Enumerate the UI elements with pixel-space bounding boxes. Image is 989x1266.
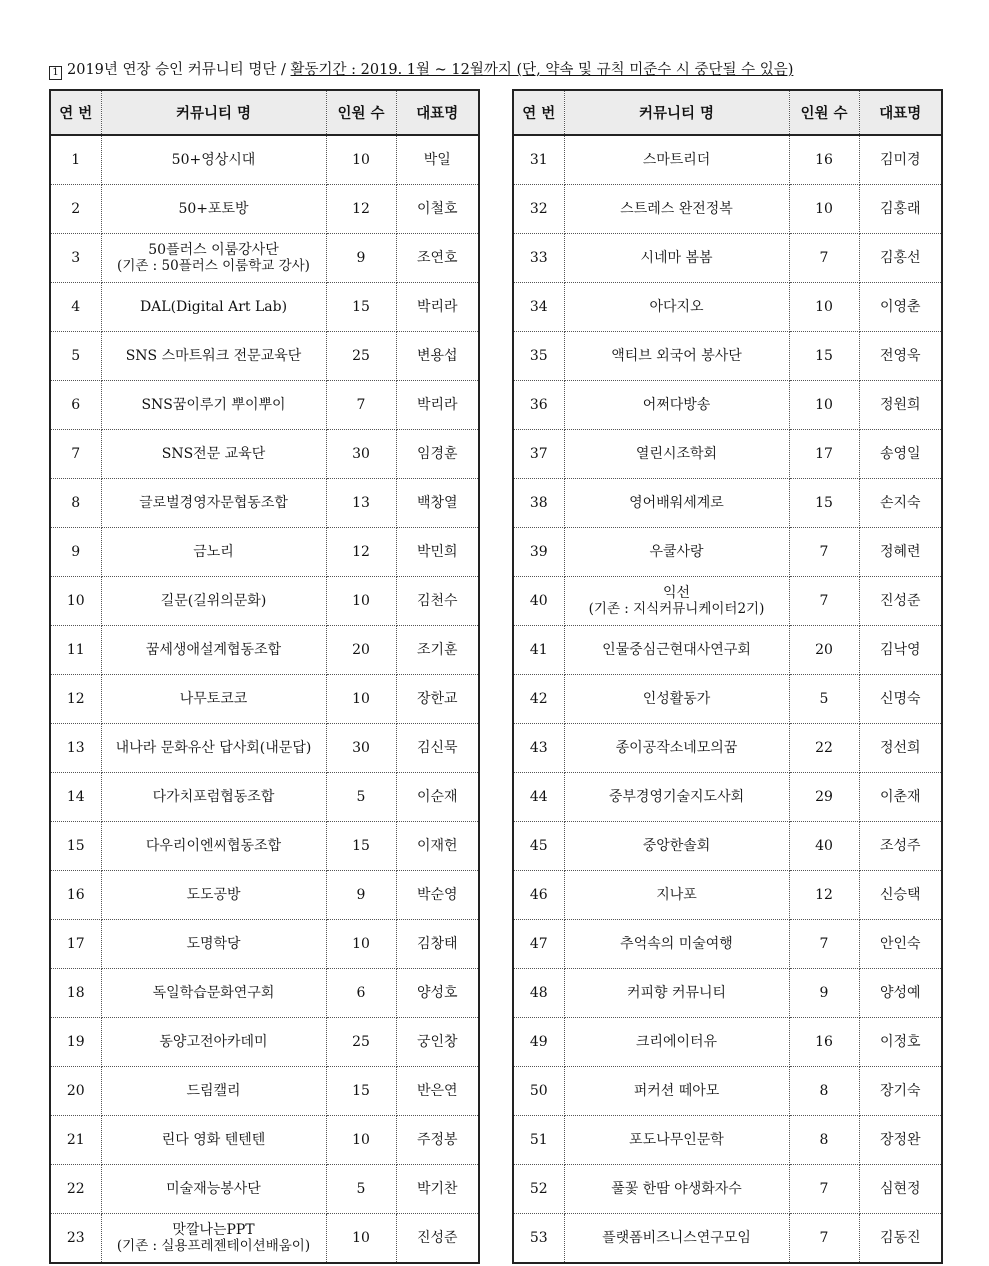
representative-name: 전영욱	[859, 332, 942, 381]
row-number: 16	[50, 871, 101, 920]
member-count: 7	[789, 577, 859, 626]
community-name: 미술재능봉사단	[166, 1181, 261, 1197]
member-count: 13	[326, 479, 396, 528]
header-no: 연 번	[50, 90, 101, 135]
community-name-cell	[564, 430, 789, 479]
row-number: 23	[50, 1214, 101, 1264]
member-count: 10	[789, 283, 859, 332]
community-name: 익선	[662, 585, 691, 601]
row-number: 36	[513, 381, 564, 430]
table-row	[50, 969, 479, 1018]
header-rep: 대표명	[859, 90, 942, 135]
table-row	[513, 724, 942, 773]
member-count: 10	[326, 577, 396, 626]
title-main: 2019년 연장 승인 커뮤니티 명단 /	[67, 62, 291, 78]
row-number: 6	[50, 381, 101, 430]
table-row	[50, 1018, 479, 1067]
community-name-cell	[564, 1214, 789, 1264]
community-name-cell	[101, 969, 326, 1018]
member-count: 9	[326, 871, 396, 920]
community-name-cell	[101, 675, 326, 724]
header-no: 연 번	[513, 90, 564, 135]
community-name: 인성활동가	[642, 691, 711, 707]
member-count: 12	[326, 185, 396, 234]
table-row	[513, 969, 942, 1018]
row-number: 14	[50, 773, 101, 822]
member-count: 15	[789, 479, 859, 528]
representative-name: 정혜련	[859, 528, 942, 577]
representative-name: 진성준	[396, 1214, 479, 1264]
member-count: 7	[789, 1214, 859, 1264]
community-name: 린다 영화 텐텐텐	[161, 1132, 266, 1148]
member-count: 15	[326, 822, 396, 871]
representative-name: 조연호	[396, 234, 479, 283]
community-name-cell	[101, 135, 326, 185]
community-name-cell	[564, 871, 789, 920]
row-number: 53	[513, 1214, 564, 1264]
member-count: 16	[789, 1018, 859, 1067]
community-name: 글로벌경영자문협동조합	[139, 495, 288, 511]
member-count: 40	[789, 822, 859, 871]
community-name: 도도공방	[186, 887, 241, 903]
table-row	[50, 577, 479, 626]
table-row	[50, 381, 479, 430]
representative-name: 송영일	[859, 430, 942, 479]
community-table-left	[49, 89, 480, 1264]
table-row	[50, 528, 479, 577]
community-name-cell	[101, 1018, 326, 1067]
representative-name: 김천수	[396, 577, 479, 626]
member-count: 10	[789, 381, 859, 430]
representative-name: 이철호	[396, 185, 479, 234]
row-number: 35	[513, 332, 564, 381]
representative-name: 김신묵	[396, 724, 479, 773]
row-number: 44	[513, 773, 564, 822]
table-row	[50, 479, 479, 528]
header-name: 커뮤니티 명	[564, 90, 789, 135]
community-name-cell	[564, 234, 789, 283]
representative-name: 진성준	[859, 577, 942, 626]
community-name: SNS전문 교육단	[161, 446, 266, 462]
community-table-right	[512, 89, 943, 1264]
community-name: 도명학당	[186, 936, 241, 952]
member-count: 7	[789, 920, 859, 969]
table-row	[513, 430, 942, 479]
community-former-name: (기존 : 실용프레젠테이션배움이)	[116, 1238, 311, 1254]
community-name: 길문(길위의문화)	[160, 593, 267, 609]
table-row	[513, 479, 942, 528]
row-number: 10	[50, 577, 101, 626]
community-name-cell	[564, 283, 789, 332]
representative-name: 궁인창	[396, 1018, 479, 1067]
row-number: 4	[50, 283, 101, 332]
table-row	[50, 626, 479, 675]
row-number: 8	[50, 479, 101, 528]
community-name-cell	[564, 185, 789, 234]
community-name: 시네마 봄봄	[640, 250, 713, 266]
row-number: 37	[513, 430, 564, 479]
representative-name: 이영춘	[859, 283, 942, 332]
community-name-cell	[564, 528, 789, 577]
community-name-cell	[101, 1116, 326, 1165]
table-row	[513, 773, 942, 822]
row-number: 2	[50, 185, 101, 234]
row-number: 17	[50, 920, 101, 969]
member-count: 10	[326, 920, 396, 969]
community-name: 종이공작소네모의꿈	[615, 740, 738, 756]
table-row	[50, 871, 479, 920]
member-count: 20	[789, 626, 859, 675]
community-name: 금노리	[193, 544, 234, 560]
community-name: 내나라 문화유산 답사회(내문답)	[115, 740, 312, 756]
table-row	[513, 1165, 942, 1214]
representative-name: 장한교	[396, 675, 479, 724]
representative-name: 정원희	[859, 381, 942, 430]
row-number: 5	[50, 332, 101, 381]
row-number: 19	[50, 1018, 101, 1067]
community-name: 드림캘리	[186, 1083, 241, 1099]
table-row	[50, 234, 479, 283]
section-number-box: 1	[49, 66, 62, 80]
member-count: 22	[789, 724, 859, 773]
community-name-cell	[564, 822, 789, 871]
table-row	[50, 1067, 479, 1116]
representative-name: 박민희	[396, 528, 479, 577]
community-name-cell	[101, 1214, 326, 1264]
representative-name: 김미경	[859, 135, 942, 185]
representative-name: 이순재	[396, 773, 479, 822]
community-former-name: (기존 : 지식커뮤니케이터2기)	[588, 601, 765, 617]
table-header-row	[50, 90, 479, 135]
row-number: 12	[50, 675, 101, 724]
table-row	[50, 920, 479, 969]
community-name-cell	[564, 381, 789, 430]
community-name-cell	[101, 528, 326, 577]
row-number: 39	[513, 528, 564, 577]
member-count: 30	[326, 430, 396, 479]
row-number: 40	[513, 577, 564, 626]
member-count: 6	[326, 969, 396, 1018]
row-number: 41	[513, 626, 564, 675]
row-number: 22	[50, 1165, 101, 1214]
table-row	[513, 283, 942, 332]
community-name-cell	[101, 430, 326, 479]
community-name-cell	[564, 1165, 789, 1214]
community-name: 중부경영기술지도사회	[608, 789, 745, 805]
table-row	[50, 283, 479, 332]
table-row	[513, 920, 942, 969]
community-name-cell	[564, 1018, 789, 1067]
header-rep: 대표명	[396, 90, 479, 135]
community-name-cell	[101, 920, 326, 969]
representative-name: 김홍래	[859, 185, 942, 234]
representative-name: 양성예	[859, 969, 942, 1018]
row-number: 3	[50, 234, 101, 283]
community-name: 50+영상시대	[171, 152, 256, 168]
table-row	[50, 135, 479, 185]
representative-name: 조기훈	[396, 626, 479, 675]
community-name-cell	[564, 969, 789, 1018]
table-row	[50, 1116, 479, 1165]
member-count: 16	[789, 135, 859, 185]
community-name: 액티브 외국어 봉사단	[611, 348, 742, 364]
member-count: 7	[789, 528, 859, 577]
table-row	[513, 381, 942, 430]
community-name-cell	[564, 773, 789, 822]
community-name-cell	[564, 724, 789, 773]
representative-name: 안인숙	[859, 920, 942, 969]
member-count: 12	[326, 528, 396, 577]
table-row	[50, 822, 479, 871]
table-row	[513, 1214, 942, 1264]
representative-name: 박일	[396, 135, 479, 185]
row-number: 42	[513, 675, 564, 724]
community-name: 나무토코코	[179, 691, 248, 707]
member-count: 12	[789, 871, 859, 920]
table-row	[513, 185, 942, 234]
member-count: 10	[789, 185, 859, 234]
community-name-cell	[564, 920, 789, 969]
table-row	[513, 871, 942, 920]
representative-name: 장정완	[859, 1116, 942, 1165]
community-name: DAL(Digital Art Lab)	[139, 299, 288, 315]
community-name: 인물중심근현대사연구회	[602, 642, 751, 658]
row-number: 45	[513, 822, 564, 871]
community-name: 중앙한솔회	[642, 838, 711, 854]
member-count: 20	[326, 626, 396, 675]
community-name-cell	[101, 381, 326, 430]
community-name: 커피향 커뮤니티	[626, 985, 727, 1001]
community-name-cell	[564, 332, 789, 381]
community-name: 독일학습문화연구회	[152, 985, 275, 1001]
representative-name: 장기숙	[859, 1067, 942, 1116]
header-count: 인원 수	[789, 90, 859, 135]
member-count: 25	[326, 1018, 396, 1067]
row-number: 34	[513, 283, 564, 332]
community-name: 아다지오	[649, 299, 704, 315]
representative-name: 박리라	[396, 381, 479, 430]
member-count: 7	[326, 381, 396, 430]
table-row	[50, 332, 479, 381]
row-number: 31	[513, 135, 564, 185]
row-number: 1	[50, 135, 101, 185]
community-name-cell	[564, 1067, 789, 1116]
table-row	[50, 1214, 479, 1264]
row-number: 11	[50, 626, 101, 675]
table-row	[50, 724, 479, 773]
row-number: 15	[50, 822, 101, 871]
representative-name: 백창열	[396, 479, 479, 528]
community-name: 포도나무인문학	[629, 1132, 724, 1148]
title-period: 활동기간 : 2019. 1월 ~ 12월까지 (단, 약속 및 규칙 미준수 시 중단될 수 있음)	[290, 62, 794, 78]
community-name-cell	[101, 283, 326, 332]
community-name: 50플러스 이룸강사단	[148, 242, 279, 258]
row-number: 9	[50, 528, 101, 577]
representative-name: 김낙영	[859, 626, 942, 675]
representative-name: 주정봉	[396, 1116, 479, 1165]
community-name-cell	[101, 234, 326, 283]
representative-name: 변용섭	[396, 332, 479, 381]
row-number: 49	[513, 1018, 564, 1067]
table-row	[513, 675, 942, 724]
representative-name: 김창태	[396, 920, 479, 969]
community-name-cell	[101, 773, 326, 822]
row-number: 21	[50, 1116, 101, 1165]
representative-name: 심현정	[859, 1165, 942, 1214]
member-count: 10	[326, 1116, 396, 1165]
representative-name: 조성주	[859, 822, 942, 871]
table-row	[50, 185, 479, 234]
community-name: 꿈세생애설계협동조합	[145, 642, 282, 658]
community-name: 다우리이엔씨협동조합	[145, 838, 282, 854]
member-count: 5	[326, 773, 396, 822]
community-name: 풀꽃 한땀 야생화자수	[611, 1181, 742, 1197]
community-name-cell	[564, 135, 789, 185]
member-count: 8	[789, 1116, 859, 1165]
header-count: 인원 수	[326, 90, 396, 135]
representative-name: 임경훈	[396, 430, 479, 479]
row-number: 48	[513, 969, 564, 1018]
table-row	[513, 332, 942, 381]
table-row	[513, 1018, 942, 1067]
representative-name: 박리라	[396, 283, 479, 332]
community-name: 플랫폼비즈니스연구모임	[602, 1230, 751, 1246]
row-number: 38	[513, 479, 564, 528]
table-row	[513, 1116, 942, 1165]
community-name: 추억속의 미술여행	[620, 936, 733, 952]
community-name-cell	[101, 724, 326, 773]
community-name-cell	[101, 185, 326, 234]
community-name: 영어배워세계로	[629, 495, 724, 511]
row-number: 7	[50, 430, 101, 479]
row-number: 52	[513, 1165, 564, 1214]
community-name: 스트레스 완전정복	[620, 201, 733, 217]
representative-name: 김홍선	[859, 234, 942, 283]
row-number: 20	[50, 1067, 101, 1116]
document-title	[49, 58, 793, 80]
community-name: 다가치포럼협동조합	[152, 789, 275, 805]
community-former-name: (기존 : 50플러스 이룸학교 강사)	[117, 258, 310, 274]
community-name: 열린시조학회	[635, 446, 718, 462]
member-count: 25	[326, 332, 396, 381]
community-name: SNS꿈이루기 뿌이뿌이	[141, 397, 286, 413]
representative-name: 양성호	[396, 969, 479, 1018]
table-row	[513, 822, 942, 871]
representative-name: 박기찬	[396, 1165, 479, 1214]
community-name-cell	[564, 479, 789, 528]
row-number: 32	[513, 185, 564, 234]
member-count: 15	[326, 1067, 396, 1116]
community-name: 스마트리더	[642, 152, 711, 168]
community-name-cell	[564, 577, 789, 626]
member-count: 5	[789, 675, 859, 724]
representative-name: 신승택	[859, 871, 942, 920]
representative-name: 정선희	[859, 724, 942, 773]
community-name: 동양고전아카데미	[159, 1034, 268, 1050]
community-name-cell	[101, 871, 326, 920]
table-row	[513, 234, 942, 283]
member-count: 8	[789, 1067, 859, 1116]
community-name: 지나포	[656, 887, 697, 903]
representative-name: 이재헌	[396, 822, 479, 871]
row-number: 46	[513, 871, 564, 920]
member-count: 10	[326, 1214, 396, 1264]
row-number: 47	[513, 920, 564, 969]
table-row	[513, 626, 942, 675]
table-row	[513, 135, 942, 185]
table-row	[50, 773, 479, 822]
row-number: 51	[513, 1116, 564, 1165]
member-count: 15	[789, 332, 859, 381]
header-name: 커뮤니티 명	[101, 90, 326, 135]
representative-name: 신명숙	[859, 675, 942, 724]
community-name-cell	[101, 822, 326, 871]
table-row	[50, 675, 479, 724]
member-count: 30	[326, 724, 396, 773]
member-count: 10	[326, 675, 396, 724]
table-header-row	[513, 90, 942, 135]
table-row	[50, 430, 479, 479]
member-count: 17	[789, 430, 859, 479]
community-name: 크리에이터유	[635, 1034, 718, 1050]
row-number: 18	[50, 969, 101, 1018]
community-name-cell	[101, 1165, 326, 1214]
member-count: 10	[326, 135, 396, 185]
community-name-cell	[101, 479, 326, 528]
member-count: 9	[789, 969, 859, 1018]
member-count: 5	[326, 1165, 396, 1214]
member-count: 15	[326, 283, 396, 332]
community-name: 50+포토방	[178, 201, 249, 217]
community-name-cell	[101, 332, 326, 381]
representative-name: 이춘재	[859, 773, 942, 822]
table-row	[513, 1067, 942, 1116]
representative-name: 반은연	[396, 1067, 479, 1116]
representative-name: 이정호	[859, 1018, 942, 1067]
row-number: 43	[513, 724, 564, 773]
row-number: 13	[50, 724, 101, 773]
community-name: SNS 스마트워크 전문교육단	[125, 348, 302, 364]
community-name: 퍼커션 떼아모	[633, 1083, 720, 1099]
community-name-cell	[564, 626, 789, 675]
community-name: 우쿨사랑	[649, 544, 704, 560]
community-name: 맛깔나는PPT	[172, 1222, 255, 1238]
table-row	[513, 528, 942, 577]
row-number: 50	[513, 1067, 564, 1116]
community-name-cell	[564, 675, 789, 724]
member-count: 29	[789, 773, 859, 822]
community-name-cell	[101, 1067, 326, 1116]
member-count: 7	[789, 234, 859, 283]
table-row	[513, 577, 942, 626]
representative-name: 김동진	[859, 1214, 942, 1264]
representative-name: 손지숙	[859, 479, 942, 528]
member-count: 7	[789, 1165, 859, 1214]
community-name: 어쩌다방송	[642, 397, 711, 413]
community-name-cell	[101, 626, 326, 675]
table-row	[50, 1165, 479, 1214]
community-name-cell	[564, 1116, 789, 1165]
representative-name: 박순영	[396, 871, 479, 920]
row-number: 33	[513, 234, 564, 283]
member-count: 9	[326, 234, 396, 283]
community-name-cell	[101, 577, 326, 626]
